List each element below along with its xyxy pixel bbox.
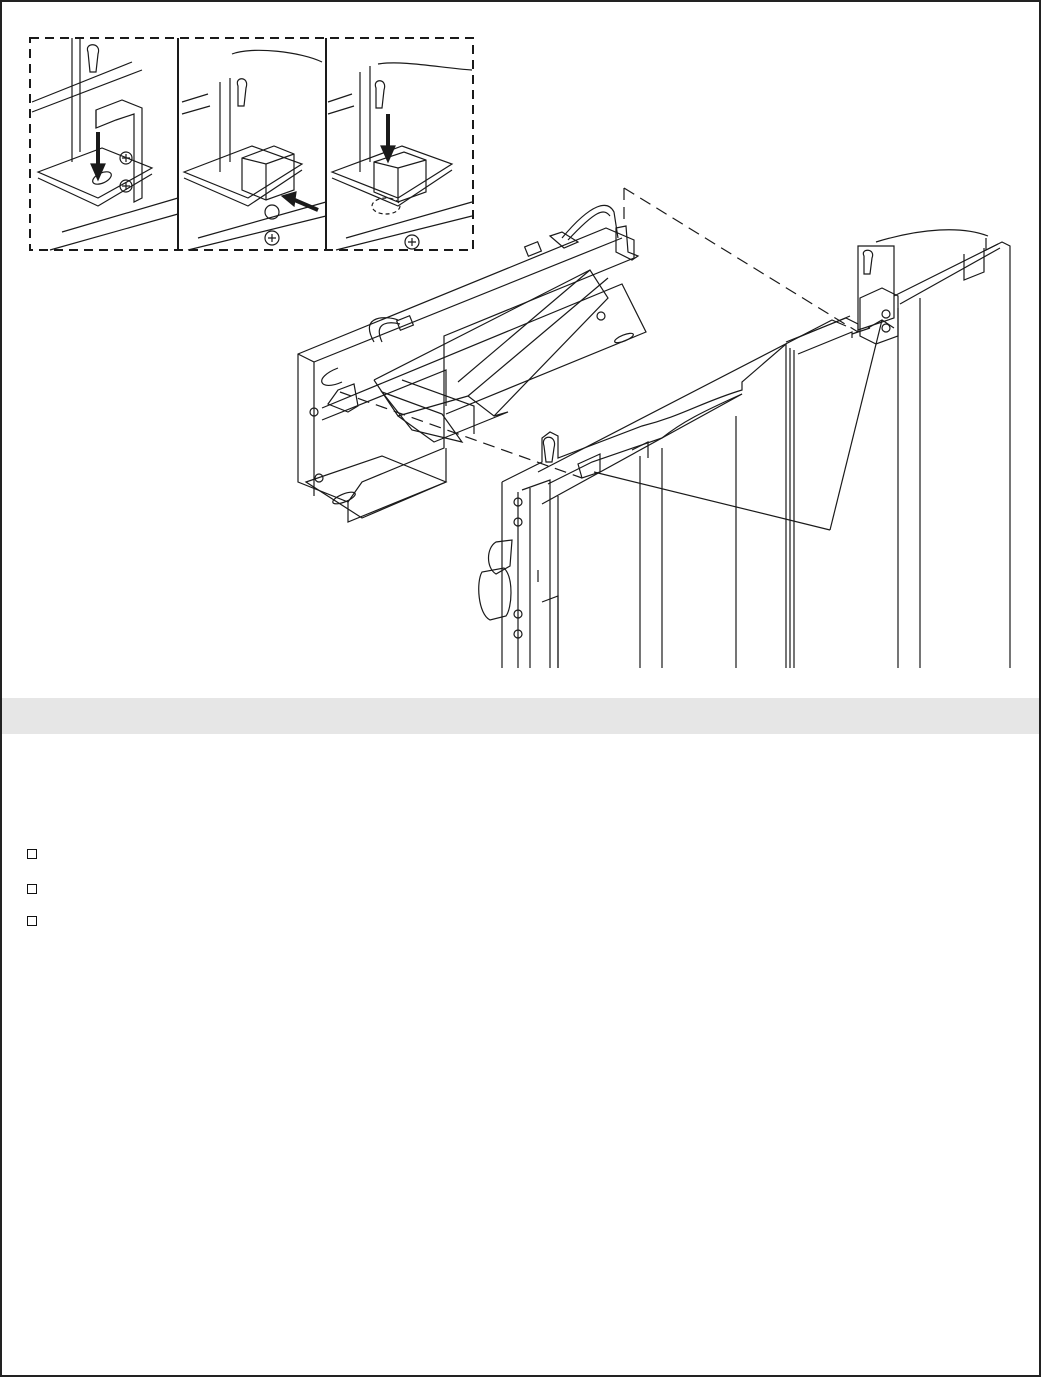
installation-illustration — [2, 2, 1039, 670]
checklist-checkbox[interactable] — [27, 849, 37, 859]
checklist-checkbox[interactable] — [27, 884, 37, 894]
section-header-bar — [2, 698, 1039, 734]
cabinet-exploded-view-icon — [298, 188, 1010, 668]
checklist-checkbox[interactable] — [27, 916, 37, 926]
detail-insets — [30, 38, 473, 250]
